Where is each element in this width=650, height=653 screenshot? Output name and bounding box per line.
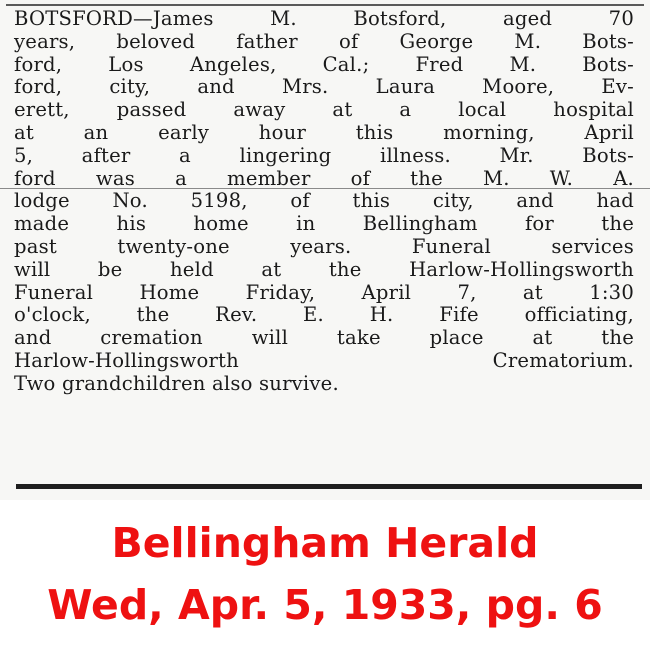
bottom-column-rule — [16, 484, 642, 489]
obituary-line: erett, passed away at a local hospital — [14, 98, 634, 122]
obituary-line: lodge No. 5198, of this city, and had — [14, 189, 634, 213]
obituary-line: o'clock, the Rev. E. H. Fife officiating, — [14, 303, 634, 327]
obituary-line: made his home in Bellingham for the — [14, 212, 634, 236]
caption-publication-date: Wed, Apr. 5, 1933, pg. 6 — [47, 581, 603, 629]
obituary-line: 5, after a lingering illness. Mr. Bots- — [14, 143, 634, 167]
caption-newspaper-name: Bellingham Herald — [111, 519, 539, 567]
obituary-line: at an early hour this morning, April — [14, 120, 634, 144]
obituary-line: ford, city, and Mrs. Laura Moore, Ev- — [14, 75, 634, 99]
obituary-text — [14, 8, 634, 396]
obituary-line: past twenty-one years. Funeral services — [14, 234, 634, 258]
obituary-line: BOTSFORD—James M. Botsford, aged 70 — [14, 7, 634, 30]
obituary-line: will be held at the Harlow-Hollingsworth — [14, 257, 634, 281]
obituary-line: Two grandchildren also survive. — [14, 371, 339, 395]
obituary-line: Harlow-Hollingsworth Crematorium. — [14, 348, 634, 372]
obituary-line: ford was a member of the M. W. A. — [14, 166, 634, 190]
obituary-line: years, beloved father of George M. Bots- — [14, 29, 634, 53]
obituary-line: and cremation will take place at the — [14, 326, 634, 350]
obituary-line: ford, Los Angeles, Cal.; Fred M. Bots- — [14, 52, 634, 76]
obituary-line: Funeral Home Friday, April 7, at 1:30 — [14, 280, 634, 304]
top-column-rule — [6, 4, 644, 6]
